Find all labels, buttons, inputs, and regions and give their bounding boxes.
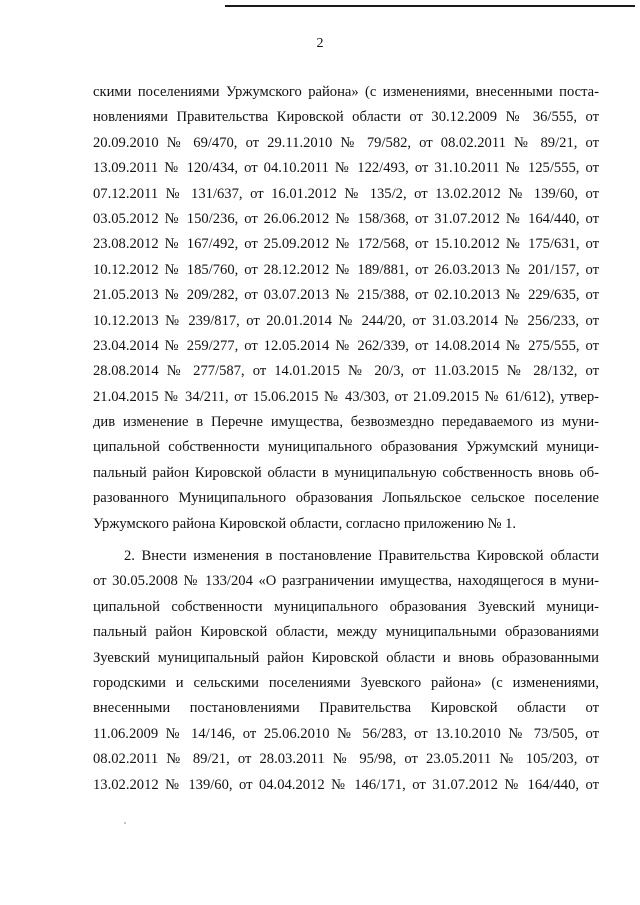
text-line: пальный район Кировской области в муниципальную собственность вновь об- [93, 464, 599, 481]
text-line: городскими и сельскими поселениями Зуевского района» (с изменениями, [93, 674, 599, 691]
text-line: внесенными постановлениями Правительства Кировской области от [93, 700, 599, 717]
paragraph-2 [93, 544, 599, 798]
text-line: 23.08.2012 № 167/492, от 25.09.2012 № 172/568, от 15.10.2012 № 175/631, от [93, 236, 599, 253]
text-line: Уржумского района Кировской области, согласно приложению № 1. [93, 515, 517, 532]
text-line: 10.12.2012 № 185/760, от 28.12.2012 № 189/881, от 26.03.2013 № 201/157, от [93, 261, 599, 278]
text-line: пальный район Кировской области, между муниципальными образованиями [93, 624, 599, 641]
text-line: 03.05.2012 № 150/236, от 26.06.2012 № 158/368, от 31.07.2012 № 164/440, от [93, 210, 599, 227]
scan-speck [124, 822, 126, 824]
text-line: див изменение в Перечне имущества, безвозмездно передаваемого из муни- [93, 414, 599, 431]
text-line: 13.09.2011 № 120/434, от 04.10.2011 № 122/493, от 31.10.2011 № 125/555, от [93, 160, 599, 177]
text-line: 2. Внести изменения в постановление Правительства Кировской области [124, 548, 599, 565]
paragraph-1 [93, 80, 599, 537]
text-line: 08.02.2011 № 89/21, от 28.03.2011 № 95/98, от 23.05.2011 № 105/203, от [93, 751, 599, 768]
text-line: 21.05.2013 № 209/282, от 03.07.2013 № 215/388, от 02.10.2013 № 229/635, от [93, 287, 599, 304]
text-line: 07.12.2011 № 131/637, от 16.01.2012 № 135/2, от 13.02.2012 № 139/60, от [93, 185, 599, 202]
text-line: 21.04.2015 № 34/211, от 15.06.2015 № 43/303, от 21.09.2015 № 61/612), утвер- [93, 388, 599, 405]
text-line: Зуевский муниципальный район Кировской области и вновь образованными [93, 649, 599, 666]
text-line: скими поселениями Уржумского района» (с изменениями, внесенными поста- [93, 84, 599, 100]
text-line: 13.02.2012 № 139/60, от 04.04.2012 № 146/171, от 31.07.2012 № 164/440, от [93, 776, 599, 793]
text-line: 20.09.2010 № 69/470, от 29.11.2010 № 79/582, от 08.02.2011 № 89/21, от [93, 134, 599, 151]
paragraph-spacer [93, 537, 599, 544]
text-line: новлениями Правительства Кировской области от 30.12.2009 № 36/555, от [93, 109, 599, 126]
text-line: 23.04.2014 № 259/277, от 12.05.2014 № 262/339, от 14.08.2014 № 275/555, от [93, 337, 599, 354]
text-line: 11.06.2009 № 14/146, от 25.06.2010 № 56/283, от 13.10.2010 № 73/505, от [93, 725, 599, 742]
page-number: 2 [316, 36, 324, 51]
text-line: 28.08.2014 № 277/587, от 14.01.2015 № 20/3, от 11.03.2015 № 28/132, от [93, 363, 599, 380]
text-line: ципальной собственности муниципального образования Уржумский муници- [93, 439, 599, 456]
text-line: от 30.05.2008 № 133/204 «О разграничении имущества, находящегося в муни- [93, 573, 599, 590]
header-rule [225, 5, 635, 7]
text-line: разованного Муниципального образования Лопьяльское сельское поселение [93, 490, 599, 507]
text-line: 10.12.2013 № 239/817, от 20.01.2014 № 244/20, от 31.03.2014 № 256/233, от [93, 312, 599, 329]
text-line: ципальной собственности муниципального образования Зуевский муници- [93, 598, 599, 615]
document-body [93, 80, 599, 798]
